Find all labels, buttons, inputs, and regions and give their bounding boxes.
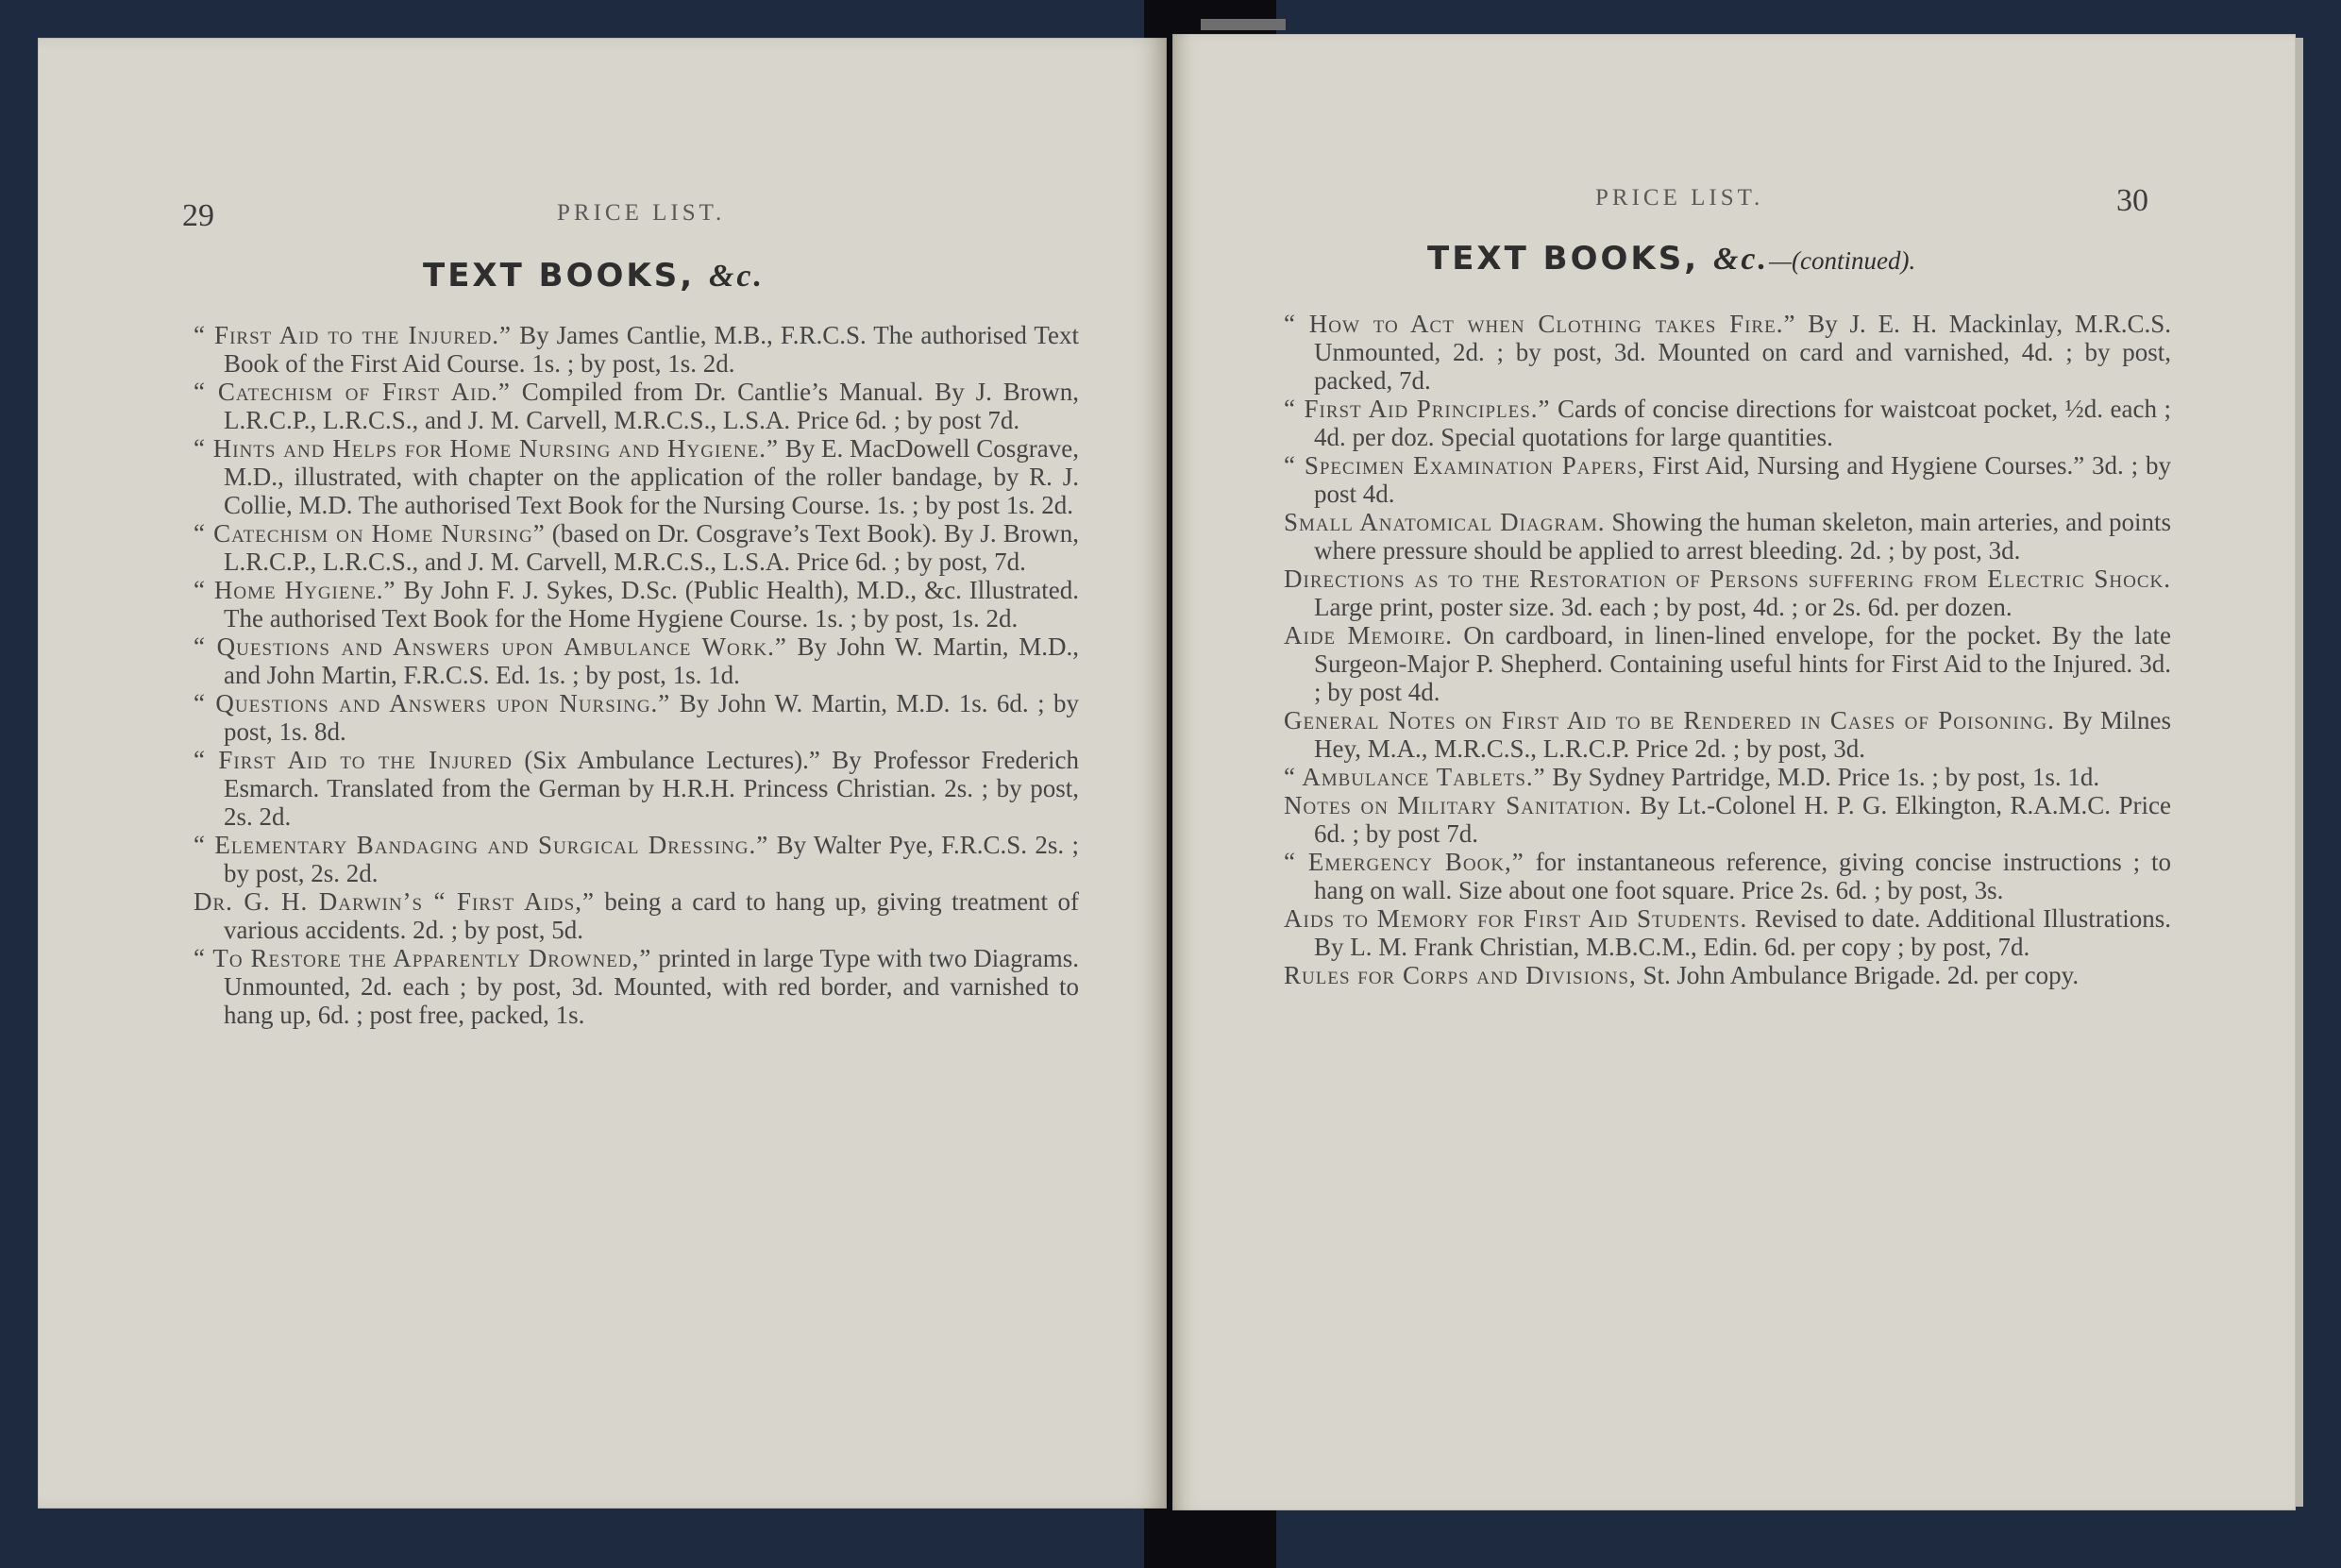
entry-details: Cards of concise directions for waistcoat pocket, ½d. each ; 4d. per doz. Special quotations for large quantities.	[1314, 395, 2172, 451]
price-list-entry	[1284, 961, 2171, 989]
entry-details: By John W. Martin, M.D. 1s. 6d. ; by post, 1s. 8d.	[224, 689, 1079, 746]
price-list-entry	[1284, 791, 2171, 848]
price-list-entry	[194, 689, 1079, 746]
section-title	[423, 257, 765, 295]
running-head: PRICE LIST.	[1595, 185, 1764, 211]
entry-title: Dr. G. H. Darwin’s “ First Aids,”	[194, 887, 595, 916]
price-list-entry	[194, 434, 1079, 519]
entry-title: Directions as to the Restoration of Persons suffering from Electric Shock.	[1284, 565, 2171, 593]
price-list-entry	[194, 576, 1079, 632]
entry-title: Aids to Memory for First Aid Students.	[1284, 904, 1748, 933]
price-list-entry	[1284, 848, 2171, 904]
spine-highlight	[1201, 19, 1286, 30]
section-title-amp: &c.	[1712, 242, 1770, 277]
entry-title: “ Specimen Examination Papers,	[1284, 451, 1645, 480]
entry-details: By James Cantlie, M.B., F.R.C.S. The authorised Text Book of the First Aid Course. 1s. ; by post, 1s. 2d.	[224, 321, 1079, 378]
entry-title: “ First Aid Principles.”	[1284, 395, 1551, 423]
price-list-entry	[194, 519, 1079, 576]
page-number: 30	[2116, 183, 2148, 218]
entry-details: Revised to date. Additional Illustrations. By L. M. Frank Christian, M.B.C.M., Edin. 6d. per copy ; by post, 7d.	[1314, 904, 2171, 961]
entry-title: Small Anatomical Diagram.	[1284, 508, 1606, 536]
entry-title: “ First Aid to the Injured	[194, 746, 513, 774]
section-title-text: TEXT BOOKS,	[1427, 240, 1700, 278]
price-list-entry	[1284, 508, 2171, 565]
entry-title: “ Questions and Answers upon Nursing.”	[194, 689, 671, 717]
entry-title: “ Catechism of First Aid.”	[194, 378, 511, 406]
running-head: PRICE LIST.	[557, 200, 726, 226]
entry-title: Rules for Corps and Divisions,	[1284, 961, 1637, 989]
entry-details: By Sydney Partridge, M.D. Price 1s. ; by post, 1s. 1d.	[1545, 763, 2100, 791]
entry-title: “ Questions and Answers upon Ambulance Work.”	[194, 632, 787, 661]
entry-title: “ First Aid to the Injured.”	[194, 321, 513, 349]
entry-title: “ Home Hygiene.”	[194, 576, 396, 604]
right-page	[1172, 34, 2296, 1510]
section-title-amp: &c.	[708, 259, 766, 294]
entry-title: General Notes on First Aid to be Rendered in Cases of Poisoning.	[1284, 706, 2055, 734]
price-list-entry	[194, 321, 1079, 378]
entry-title: “ Catechism on Home Nursing”	[194, 519, 546, 548]
section-title	[1427, 240, 1915, 278]
entry-details: By John F. J. Sykes, D.Sc. (Public Health), M.D., &c. Illustrated. The authorised Text Book for the Home Hygiene Course. 1s. ; by post, 1s. 2d.	[224, 576, 1080, 632]
section-title-text: TEXT BOOKS,	[423, 257, 696, 295]
price-list-entry	[194, 831, 1079, 887]
entry-title: Aide Memoire.	[1284, 621, 1454, 649]
entry-title: “ Hints and Helps for Home Nursing and Hygiene.”	[194, 434, 779, 463]
entry-details: By John W. Martin, M.D., and John Martin, F.R.C.S. Ed. 1s. ; by post, 1s. 1d.	[224, 632, 1079, 689]
price-list-entry	[1284, 565, 2171, 621]
price-list-entry	[194, 378, 1079, 434]
entry-details: By Milnes Hey, M.A., M.R.C.S., L.R.C.P. Price 2d. ; by post, 3d.	[1314, 706, 2171, 763]
entry-details: printed in large Type with two Diagrams. Unmounted, 2d. each ; by post, 3d. Mounted, with red border, and varnished to hang up, 6d. ; post free, packed, 1s.	[224, 944, 1079, 1029]
entry-details: By Lt.-Colonel H. P. G. Elkington, R.A.M.C. Price 6d. ; by post 7d.	[1314, 791, 2171, 848]
price-list-entry	[1284, 763, 2171, 791]
left-page	[38, 38, 1167, 1509]
page-edge	[2296, 38, 2303, 1507]
entry-details: By Walter Pye, F.R.C.S. 2s. ; by post, 2s. 2d.	[224, 831, 1079, 887]
page-number: 29	[182, 198, 214, 233]
section-title-continued: —(continued).	[1769, 246, 1916, 275]
entry-title: “ Ambulance Tablets.”	[1284, 763, 1546, 791]
entry-details: Large print, poster size. 3d. each ; by post, 4d. ; or 2s. 6d. per dozen.	[1314, 593, 2013, 621]
entry-details: for instantaneous reference, giving concise instructions ; to hang on wall. Size about one foot square. Price 2s. 6d. ; by post, 3s.	[1314, 848, 2172, 904]
entry-list	[194, 321, 1079, 1029]
price-list-entry	[1284, 395, 2171, 451]
entry-title: “ Elementary Bandaging and Surgical Dressing.”	[194, 831, 769, 859]
price-list-entry	[1284, 904, 2171, 961]
entry-title: “ How to Act when Clothing takes Fire.”	[1284, 310, 1796, 338]
price-list-entry	[194, 887, 1079, 944]
price-list-entry	[194, 632, 1079, 689]
price-list-entry	[194, 746, 1079, 831]
entry-details: (Six Ambulance Lectures).” By Professor Frederich Esmarch. Translated from the German by H.R.H. Princess Christian. 2s. ; by post, 2s. 2d.	[224, 746, 1080, 831]
price-list-entry	[1284, 451, 2171, 508]
price-list-entry	[1284, 310, 2171, 395]
entry-details: On cardboard, in linen-lined envelope, for the pocket. By the late Surgeon-Major P. Shepherd. Containing useful hints for First Aid to the Injured. 3d. ; by post 4d.	[1314, 621, 2171, 706]
entry-details: being a card to hang up, giving treatment of various accidents. 2d. ; by post, 5d.	[224, 887, 1079, 944]
entry-details: St. John Ambulance Brigade. 2d. per copy.	[1636, 961, 2080, 989]
price-list-entry	[1284, 621, 2171, 706]
entry-details: Showing the human skeleton, main arteries, and points where pressure should be applied to arrest bleeding. 2d. ; by post, 3d.	[1314, 508, 2171, 565]
entry-details: Compiled from Dr. Cantlie’s Manual. By J. Brown, L.R.C.P., L.R.C.S., and J. M. Carvell, M.R.C.S., L.S.A. Price 6d. ; by post 7d.	[224, 378, 1079, 434]
entry-details: First Aid, Nursing and Hygiene Courses.” 3d. ; by post 4d.	[1314, 451, 2171, 508]
entry-details: By E. MacDowell Cosgrave, M.D., illustrated, with chapter on the application of the roller bandage, by R. J. Collie, M.D. The authorised Text Book for the Nursing Course. 1s. ; by post 1s. 2d.	[224, 434, 1079, 519]
entry-details: By J. E. H. Mackinlay, M.R.C.S. Unmounted, 2d. ; by post, 3d. Mounted on card and varnished, 4d. ; by post, packed, 7d.	[1314, 310, 2171, 395]
entry-list	[1284, 310, 2171, 989]
price-list-entry	[1284, 706, 2171, 763]
price-list-entry	[194, 944, 1079, 1029]
entry-title: “ Emergency Book,”	[1284, 848, 1524, 876]
entry-details: (based on Dr. Cosgrave’s Text Book). By J. Brown, L.R.C.P., L.R.C.S., and J. M. Carvell, M.R.C.S., L.S.A. Price 6d. ; by post, 7d.	[224, 519, 1079, 576]
entry-title: Notes on Military Sanitation.	[1284, 791, 1632, 819]
entry-title: “ To Restore the Apparently Drowned,”	[194, 944, 652, 972]
